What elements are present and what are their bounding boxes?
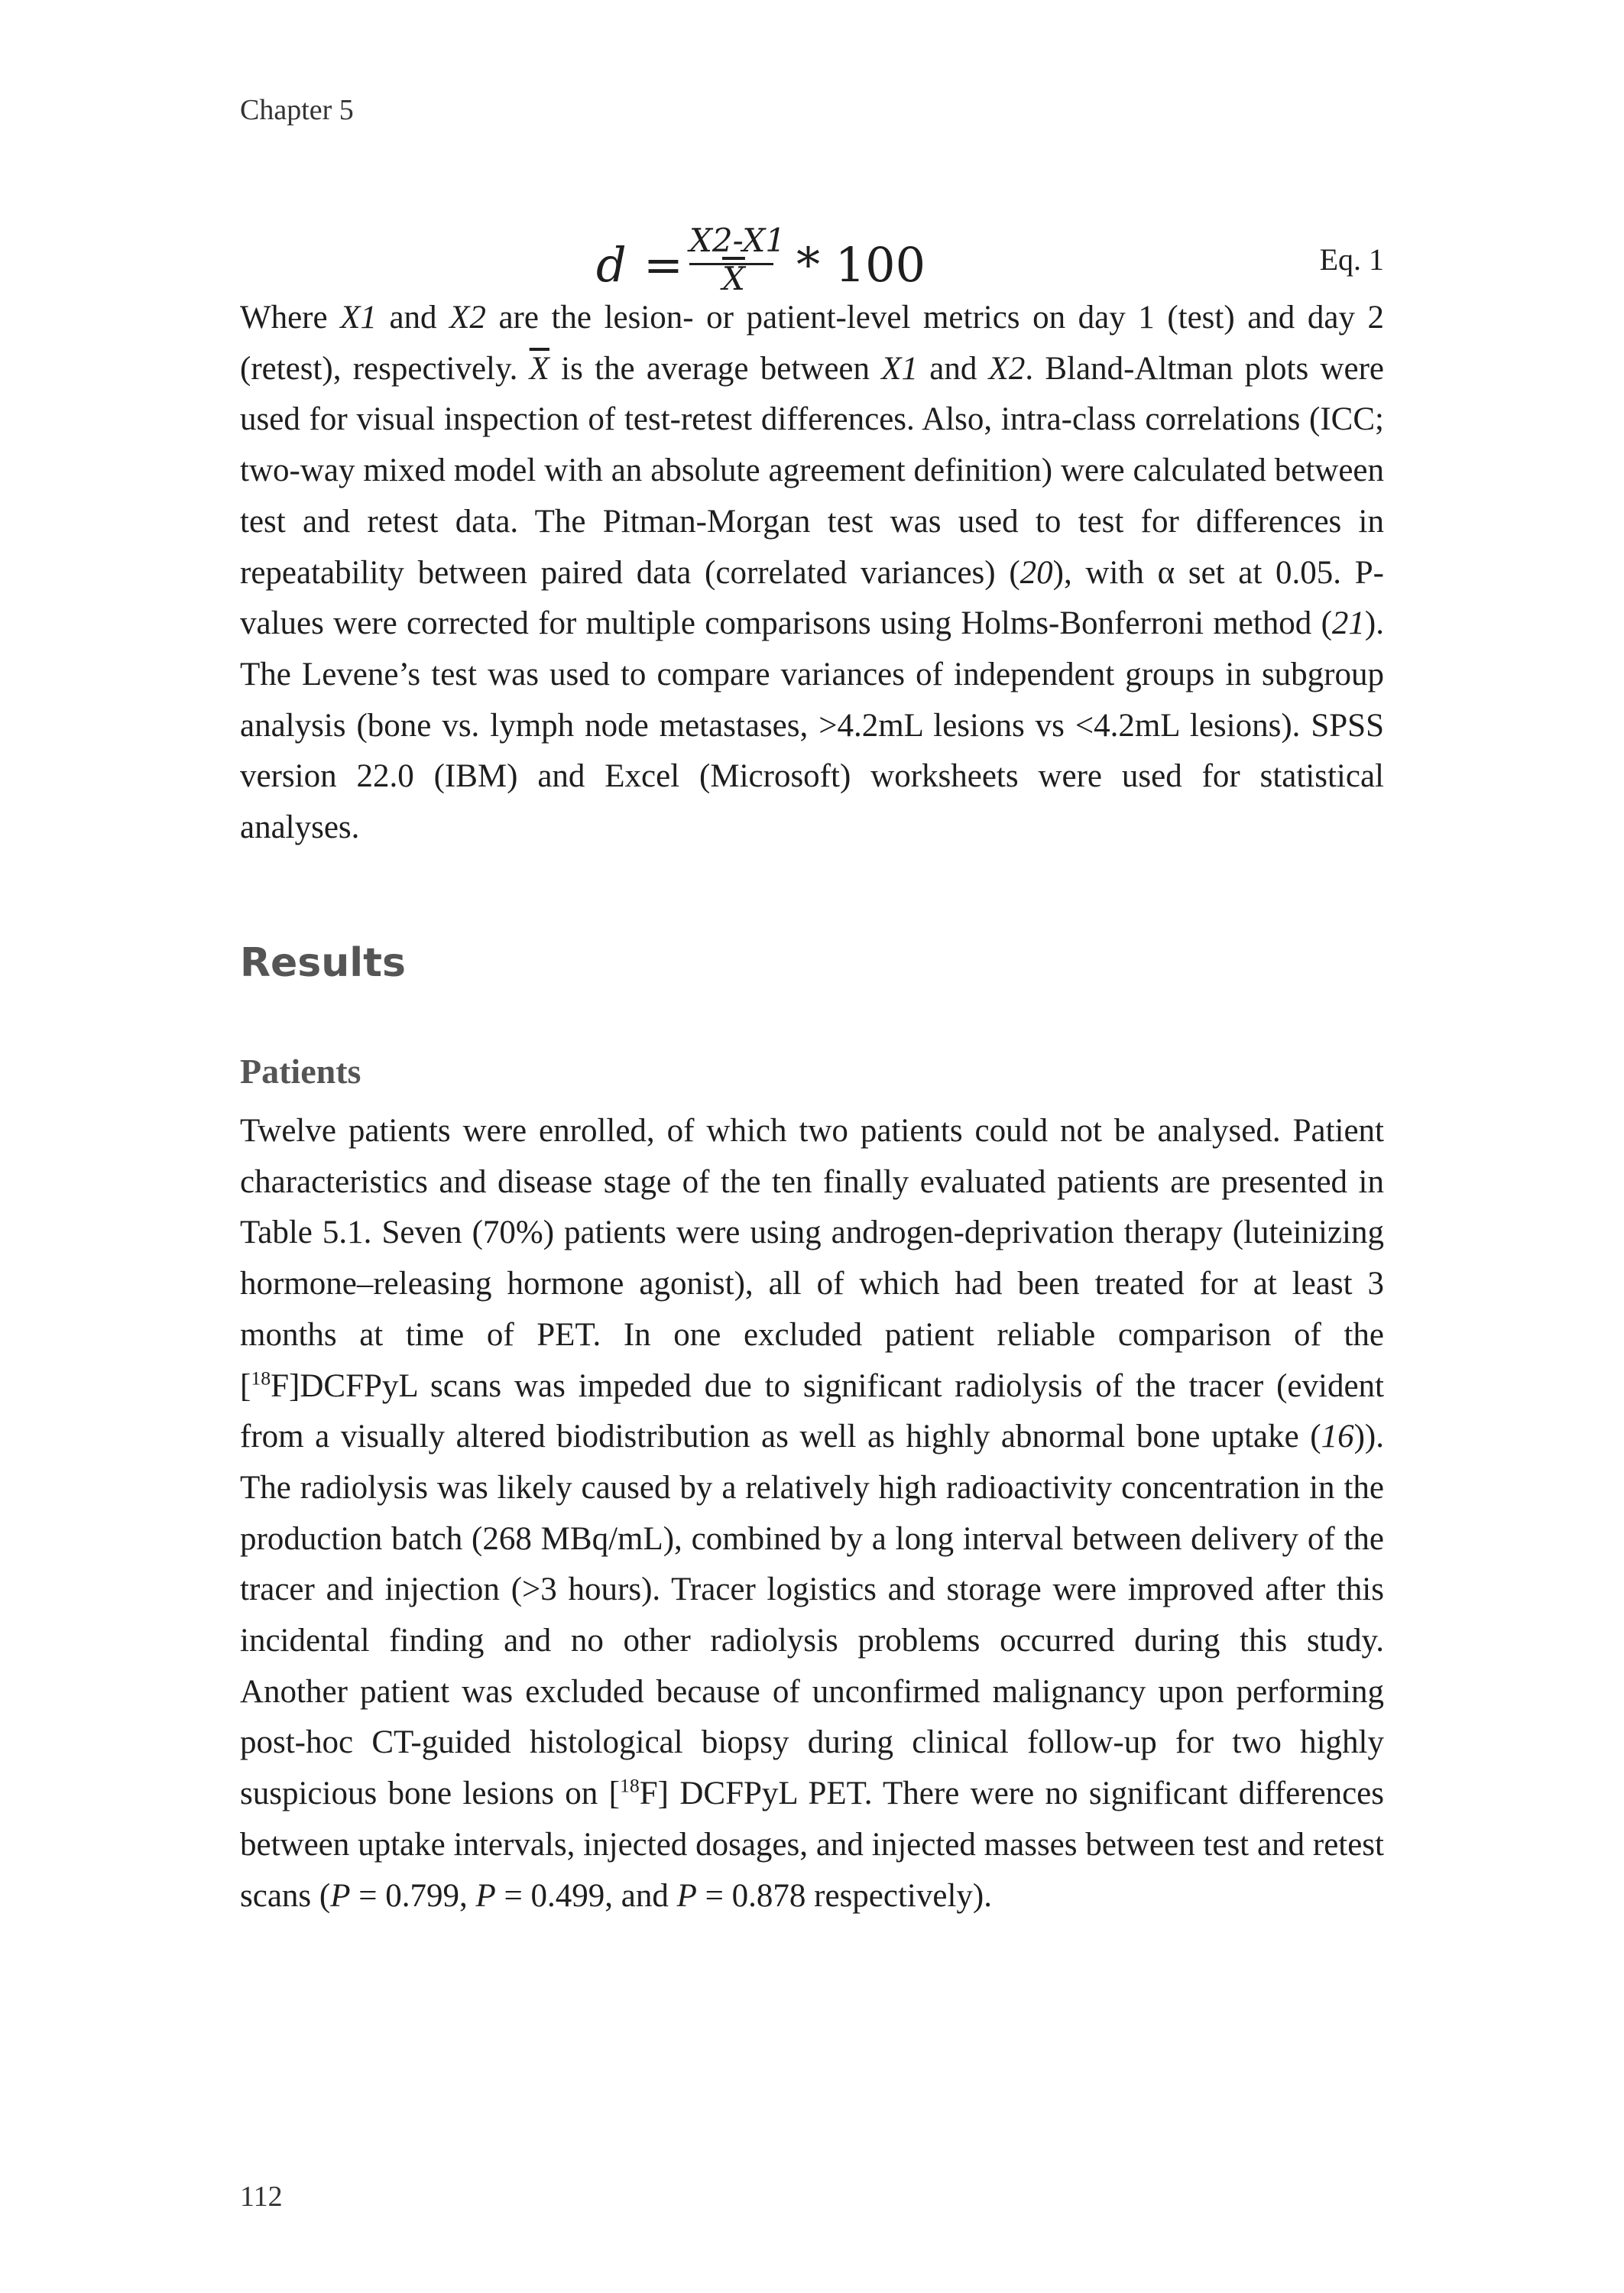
- chapter-header: Chapter 5: [240, 94, 354, 126]
- equation-factor: * 100: [796, 237, 926, 293]
- equation-denominator: $\overline{X}$: [722, 260, 745, 297]
- equation-equals: =: [643, 237, 683, 293]
- equation-numerator: X2-X1: [689, 222, 786, 259]
- patients-paragraph: Twelve patients were enrolled, of which two patients could not be analysed. Patient characteristics and disease stage of the ten finally evaluated patients are presented in Table 5.1. Seven (70%) patients were using androgen-deprivation therapy (luteinizing hormone–releasing hormone agonist), all of which had been treated for at least 3 months at time of PET. In one excluded patient reliable comparison of the [$^{18}$F]DCFPyL scans was impeded due to significant radiolysis of the tracer (evident from a visually altered biodistribution as well as highly abnormal bone uptake (16)). The radiolysis was likely caused by a relatively high radioactivity concentration in the production batch (268 MBq/mL), combined by a long interval between delivery of the tracer and injection (>3 hours). Tracer logistics and storage were improved after this incidental finding and no other radiolysis problems occurred during this study. Another patient was excluded because of unconfirmed malignancy upon performing post-hoc CT-guided histological biopsy during clinical follow-up for two highly suspicious bone lesions on [$^{18}$F] DCFPyL PET. There were no significant differences between uptake intervals, injected dosages, and injected masses between test and retest scans (P = 0.799, P = 0.499, and P = 0.878 respectively).: [240, 1113, 1384, 1914]
- results-heading: Results: [240, 940, 406, 986]
- page-number: 112: [240, 2181, 283, 2213]
- patients-subheading: Patients: [240, 1052, 361, 1091]
- methods-paragraph: Where X1 and X2 are the lesion- or patient-level metrics on day 1 (test) and day 2 (retest), respectively. $\overline{X}$ is the average between X1 and X2. Bland-Altman plots were used for visual inspection of test-retest differences. Also, intra-class correlations (ICC; two-way mixed model with an absolute agreement definition) were calculated between test and retest data. The Pitman-Morgan test was used to test for differences in repeatability between paired data (correlated variances) (20), with α set at 0.05. P-values were corrected for multiple comparisons using Holms-Bonferroni method (21). The Levene’s test was used to compare variances of independent groups in subgroup analysis (bone vs. lymph node metastases, >4.2mL lesions vs <4.2mL lesions). SPSS version 22.0 (IBM) and Excel (Microsoft) worksheets were used for statistical analyses.: [240, 300, 1385, 846]
- equation-label: Eq. 1: [1319, 242, 1384, 277]
- equation-lhs: d: [596, 237, 627, 293]
